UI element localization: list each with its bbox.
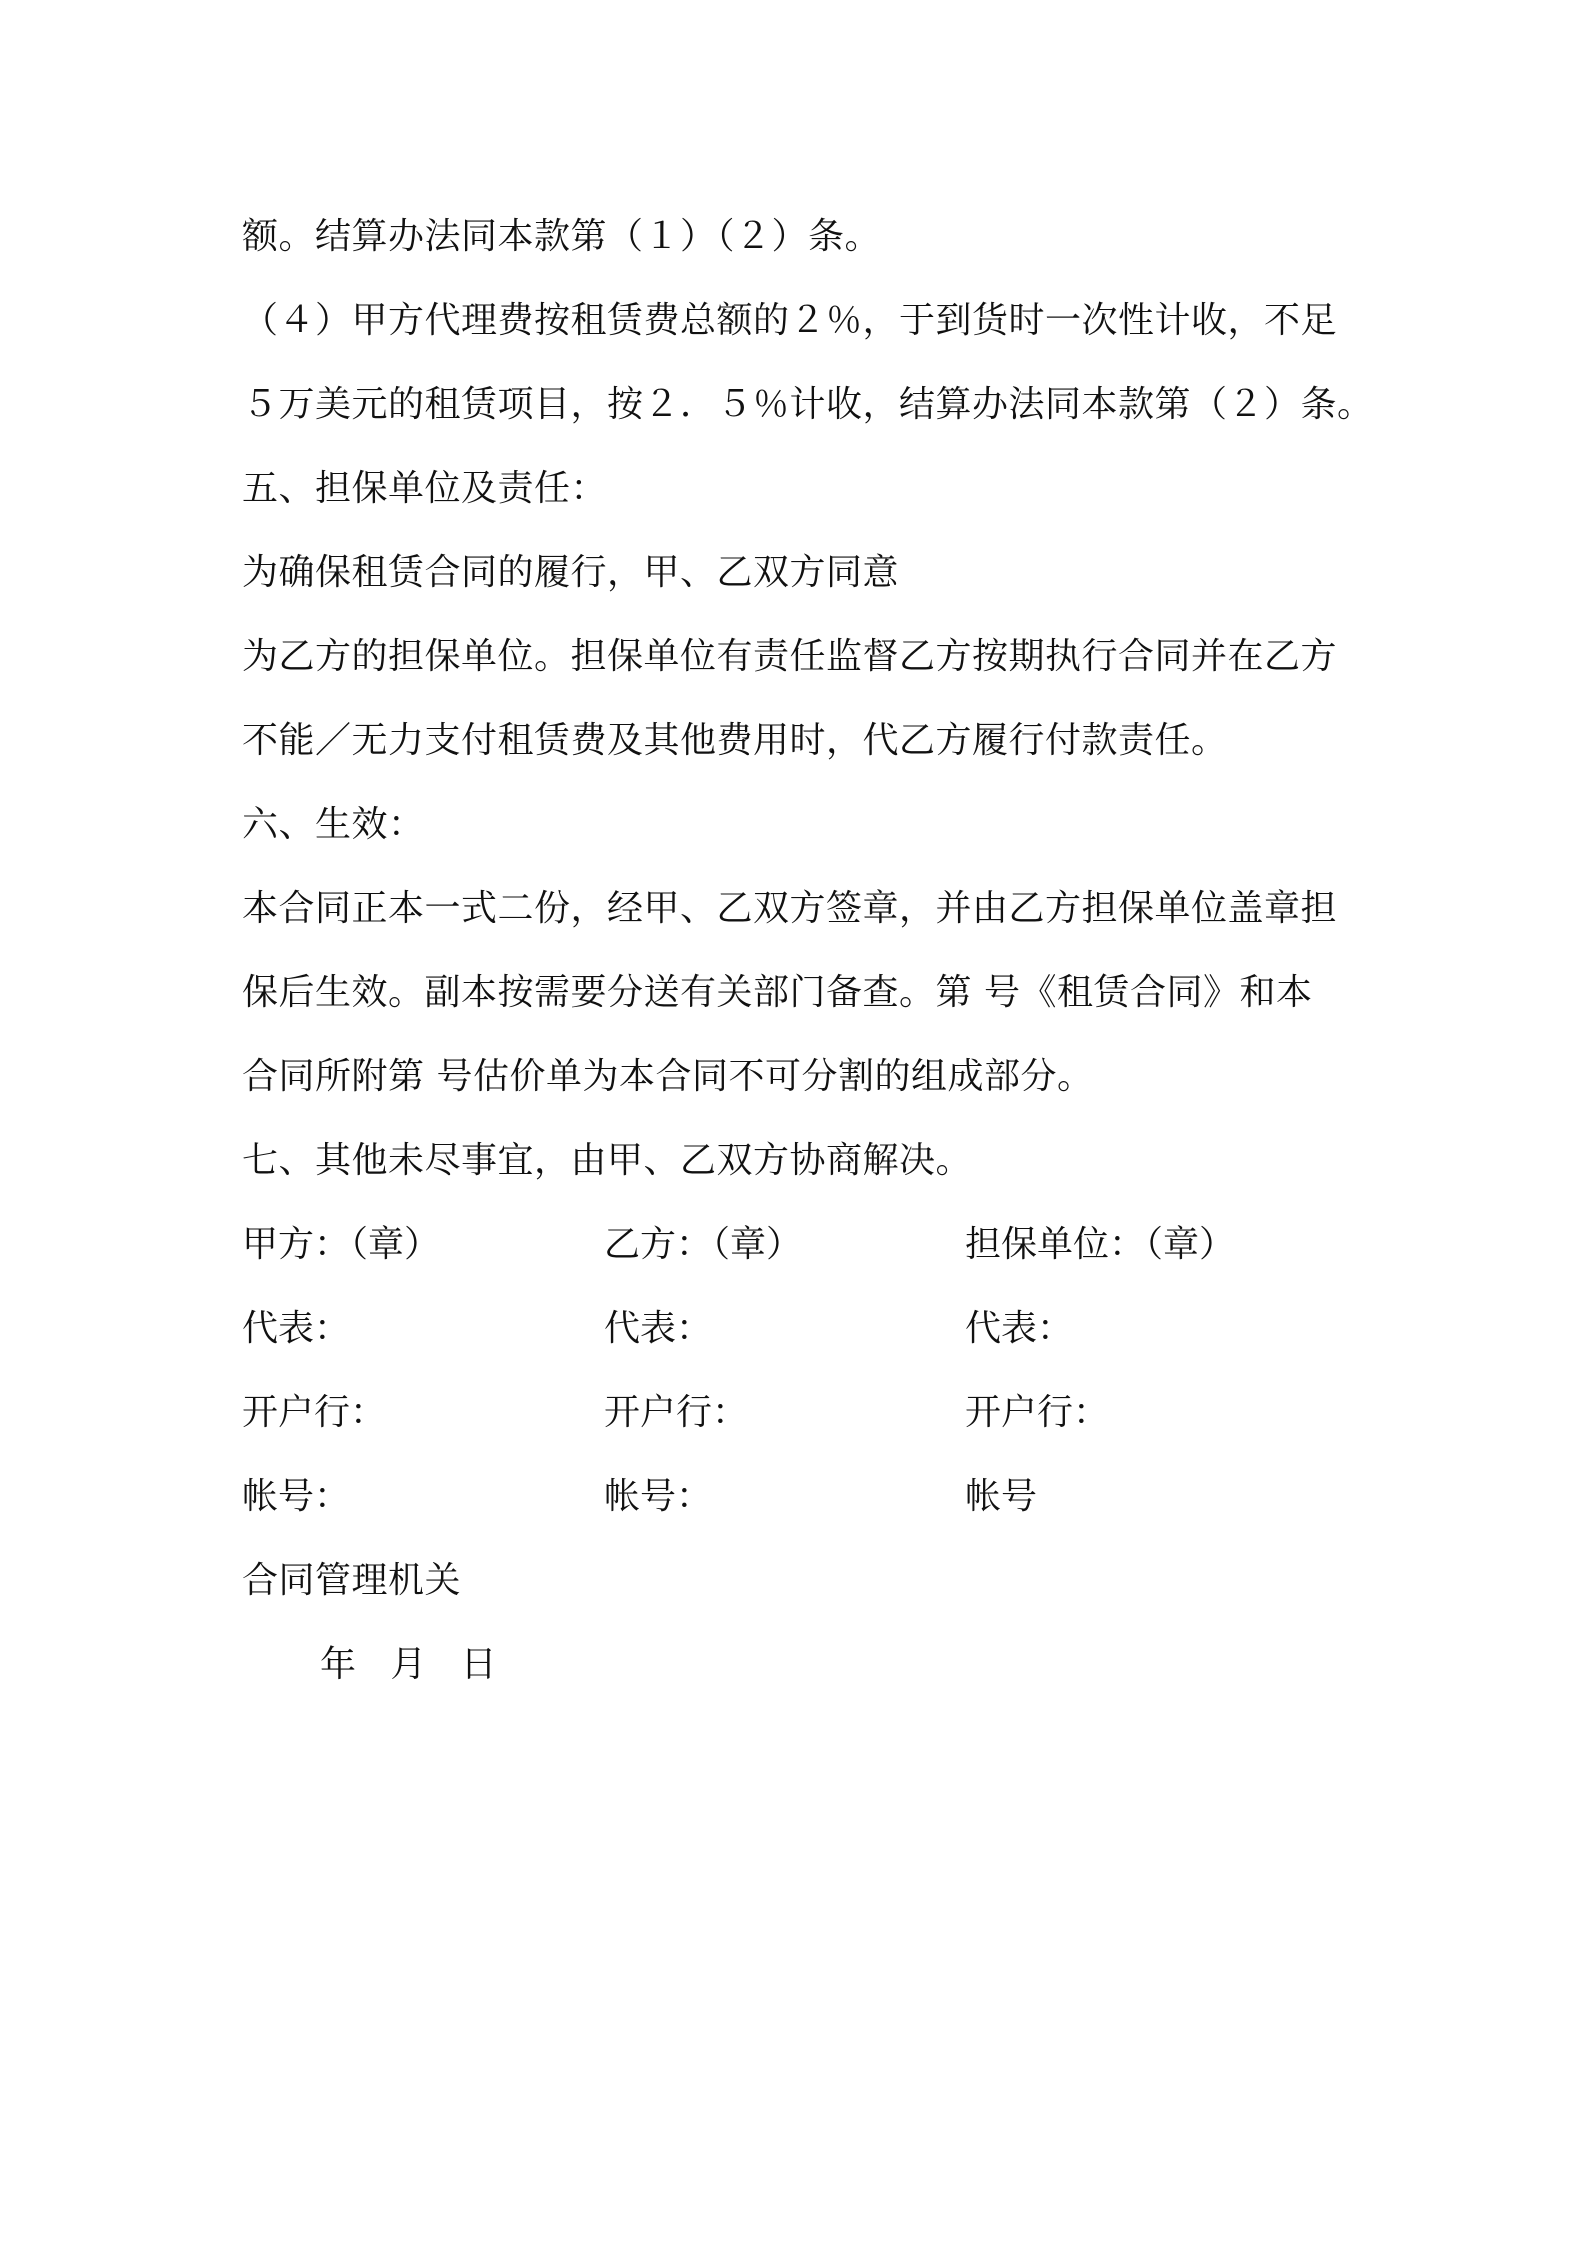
party-a-representative: 代表：	[242, 1308, 351, 1349]
paragraph-line: 本合同正本一式二份，经甲、乙双方签章，并由乙方担保单位盖章担	[242, 888, 1338, 929]
paragraph-line: 额。结算办法同本款第（１）（２）条。	[242, 216, 882, 257]
guarantor-representative: 代表：	[965, 1308, 1074, 1349]
paragraph-line: 为确保租赁合同的履行，甲、乙双方同意	[242, 552, 900, 593]
paragraph-line: ５万美元的租赁项目，按２．５％计收，结算办法同本款第（２）条。	[242, 384, 1374, 425]
signature-row-bank	[242, 1371, 1362, 1455]
party-b-account: 帐号：	[604, 1476, 713, 1517]
guarantor-seal: 担保单位：（章）	[965, 1224, 1236, 1265]
signature-row-account	[242, 1455, 1362, 1539]
party-a-account: 帐号：	[242, 1476, 351, 1517]
party-b-seal: 乙方：（章）	[604, 1224, 803, 1265]
paragraph-line: 合同所附第 号估价单为本合同不可分割的组成部分。	[242, 1056, 1094, 1097]
paragraph-line: （４）甲方代理费按租赁费总额的２％，于到货时一次性计收，不足	[242, 300, 1338, 341]
signature-row-party	[242, 1203, 1362, 1287]
document-body	[242, 195, 1374, 1707]
section-heading: 六、生效：	[242, 804, 425, 845]
party-b-bank: 开户行：	[604, 1392, 749, 1433]
guarantor-bank: 开户行：	[965, 1392, 1110, 1433]
guarantor-account: 帐号	[965, 1476, 1038, 1517]
date-line: 年 月 日	[320, 1644, 497, 1685]
party-a-seal: 甲方：（章）	[242, 1224, 441, 1265]
section-heading: 七、其他未尽事宜，由甲、乙双方协商解决。	[242, 1140, 973, 1181]
contract-authority: 合同管理机关	[242, 1560, 462, 1601]
signature-row-representative	[242, 1287, 1362, 1371]
paragraph-line: 为乙方的担保单位。担保单位有责任监督乙方按期执行合同并在乙方	[242, 636, 1338, 677]
party-b-representative: 代表：	[604, 1308, 713, 1349]
party-a-bank: 开户行：	[242, 1392, 387, 1433]
paragraph-line: 不能／无力支付租赁费及其他费用时，代乙方履行付款责任。	[242, 720, 1228, 761]
paragraph-line: 保后生效。副本按需要分送有关部门备查。第 号《租赁合同》和本	[242, 972, 1313, 1013]
section-heading: 五、担保单位及责任：	[242, 468, 608, 509]
